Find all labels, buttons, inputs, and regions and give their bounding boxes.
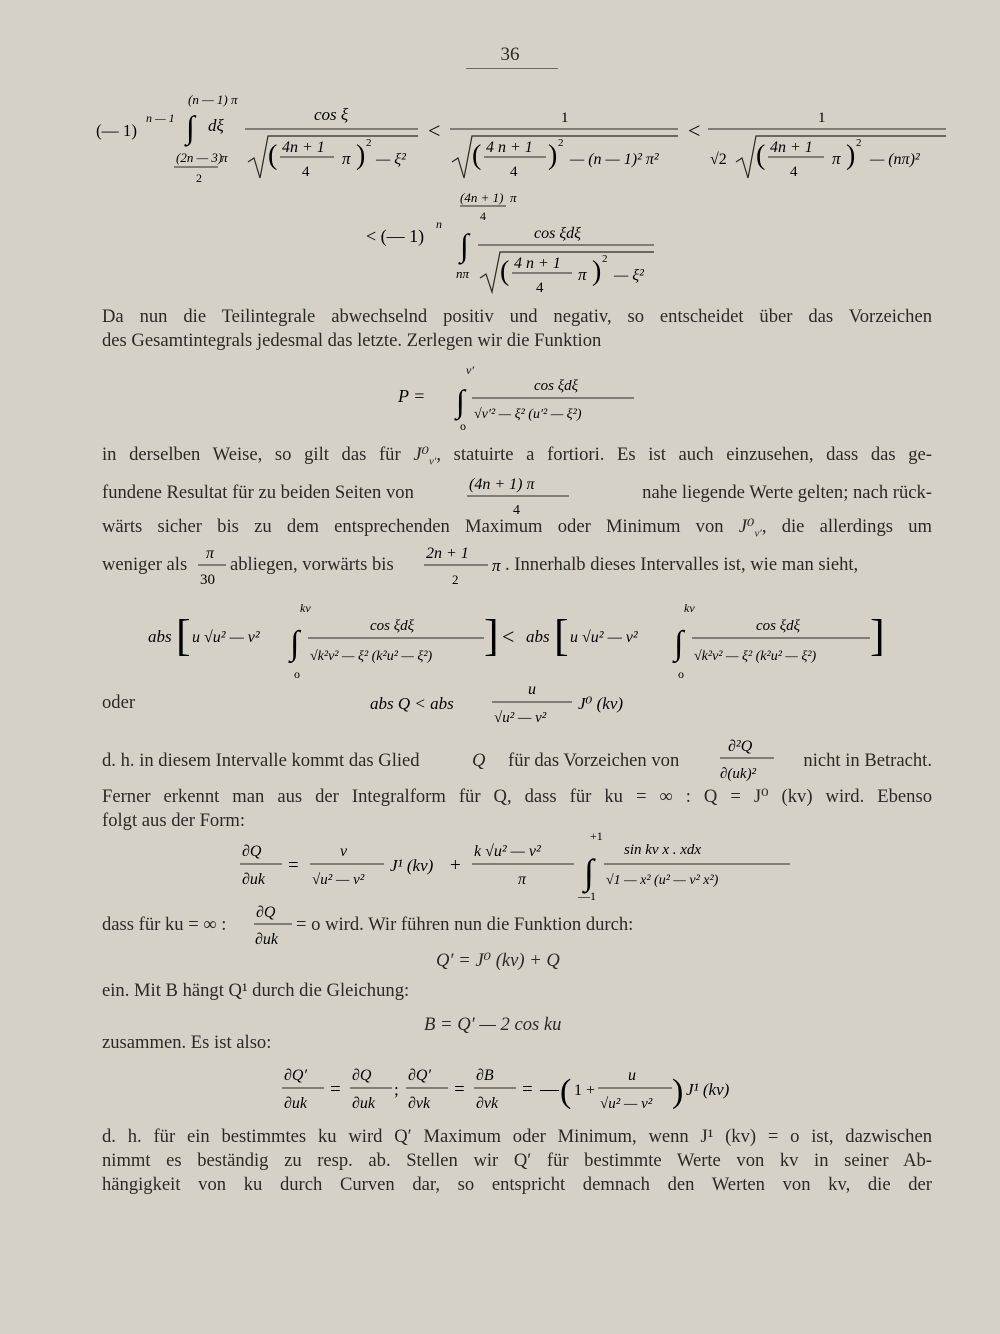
paragraph-1-line-2: des Gesamtintegrals jedesmal das letzte. Zerlegen wir die Funktion	[102, 330, 602, 351]
abs-denominator-2: √k²v² — ξ² (k²u² — ξ²)	[694, 649, 817, 664]
abs-label-2: abs	[526, 627, 550, 646]
integral-lower-denominator: 2	[196, 171, 202, 185]
absQ-J0kv: J⁰ (kv)	[578, 694, 624, 713]
p3-line1-b: für das Vorzeichen von	[508, 750, 680, 771]
paragraph-5-line-3: hängigkeit von ku durch Curven dar, so entspricht demnach den Werten von kv, die der	[102, 1174, 932, 1195]
square-exp-3: 2	[856, 137, 862, 149]
page-number: 36	[500, 44, 520, 65]
frac-4n1-num-4: 4 n + 1	[514, 255, 561, 272]
d-Q-den: ∂uk	[352, 1095, 376, 1112]
bracket-close-1: ]	[484, 611, 499, 660]
equation-derivatives	[278, 1058, 778, 1122]
frac-pi30	[196, 540, 232, 596]
d2Q-num: ∂²Q	[728, 738, 753, 755]
p4-line1-b: = o wird. Wir führen nun die Funktion durch:	[296, 914, 634, 935]
sign-exponent-2: n	[436, 217, 442, 231]
eq-dQ-num: ∂Q	[242, 843, 262, 860]
integral-upper-pi-2: π	[510, 190, 517, 205]
abs-inequality	[140, 598, 940, 682]
p3-Q: Q	[472, 750, 486, 771]
frac-4n1pi	[465, 470, 575, 520]
paragraph-1-line-1: Da nun die Teilintegrale abwechselnd positiv und negativ, so entscheidet über das Vorzeichen	[102, 306, 932, 327]
d-equals-2: =	[454, 1079, 465, 1100]
eq-ku-den: π	[518, 871, 527, 888]
minus-npi-squared: — (nπ)²	[870, 151, 920, 168]
paren-open-3: (	[756, 140, 766, 171]
d-one-plus: 1 +	[574, 1082, 596, 1099]
integral-lower-pi: π	[221, 150, 228, 165]
inequality-chain-2	[360, 186, 680, 296]
frac-4n1-num-3: 4n + 1	[770, 139, 813, 156]
p2-line4-b: abliegen, vorwärts bis	[230, 554, 394, 575]
p2-line4-c: . Innerhalb dieses Intervalles ist, wie man sieht,	[505, 554, 859, 575]
differential: dξ	[208, 116, 224, 135]
P-integral-sign: ∫	[456, 383, 465, 419]
P-numerator: cos ξdξ	[534, 378, 579, 394]
frac-4n1-num: 4n + 1	[282, 139, 325, 156]
int-upper-kv-2: kv	[684, 601, 695, 615]
p2-text-c: wärts sicher bis zu dem entsprechenden Maximum oder Minimum von	[102, 516, 739, 537]
abs-numerator-1: cos ξdξ	[370, 618, 415, 634]
absQ-text: abs Q < abs	[370, 694, 454, 713]
paren-close-2: )	[548, 140, 558, 171]
eq-J1kv: J¹ (kv)	[390, 856, 434, 875]
p2-text-d: , die allerdings um	[761, 516, 932, 537]
d-B-den: ∂vk	[476, 1095, 499, 1112]
square-exp: 2	[366, 137, 372, 149]
d-u-den: √u² — v²	[600, 1096, 653, 1112]
eq-int-lower: —1	[578, 889, 596, 902]
p2-line4-a: weniger als	[102, 554, 188, 575]
frac-4n1-den: 4	[302, 164, 310, 180]
paren-close-4: )	[592, 256, 602, 287]
paren-close: )	[356, 140, 366, 171]
p-ein: ein. Mit B hängt Q¹ durch die Gleichung:	[102, 980, 410, 1001]
d-Qp-den-1: ∂uk	[284, 1095, 308, 1112]
J0-symbol: J⁰	[413, 444, 430, 465]
minus-xi-squared: — ξ²	[376, 151, 406, 168]
oder-label: oder	[102, 692, 136, 713]
page-number-rule	[466, 68, 558, 69]
u-sqrt-2: u √u² — v²	[570, 629, 638, 646]
inequality-chain-1	[90, 82, 950, 192]
J0-symbol-2: J⁰	[738, 516, 755, 537]
paren-open-4: (	[500, 256, 510, 287]
frac-4n1pi-num: (4n + 1) π	[469, 476, 535, 493]
int-lower-2: o	[678, 667, 684, 681]
d-equals-1: =	[330, 1079, 341, 1100]
p2-text-a: in derselben Weise, so gilt das für	[102, 444, 414, 465]
bracket-open-1: [	[176, 611, 191, 660]
P-upper-limit: v′	[466, 363, 474, 377]
sign-factor: (— 1)	[96, 121, 138, 140]
eq-equals: =	[288, 855, 299, 876]
minus-term-2: — (n — 1)² π²	[570, 151, 659, 168]
frac-d2Q	[716, 734, 780, 786]
p2-line2-a: fundene Resultat für zu beiden Seiten von	[102, 482, 414, 503]
frac-2n1	[422, 540, 514, 596]
paragraph-5-line-1: d. h. für ein bestimmtes ku wird Q′ Maximum oder Minimum, wenn J¹ (kv) = o ist, dazwischen	[102, 1126, 932, 1147]
d-semicolon: ;	[394, 1080, 399, 1099]
frac-4n1-den-3: 4	[790, 164, 798, 180]
frac-pi30-num: π	[206, 545, 215, 562]
integral-sign-abs-1: ∫	[290, 625, 300, 662]
J0-sub: v′	[429, 455, 437, 468]
abs-numerator-2: cos ξdξ	[756, 618, 801, 634]
pi-symbol-4: π	[578, 265, 587, 284]
eq-v-den: √u² — v²	[312, 872, 365, 888]
d-B-num: ∂B	[476, 1067, 494, 1084]
integral-upper-limit: (n — 1) π	[188, 92, 238, 107]
d-Qp-num-2: ∂Q′	[408, 1067, 431, 1084]
integral-upper-limit-2: (4n + 1)	[460, 190, 504, 205]
frac-dQ-duk-inline	[252, 900, 296, 950]
frac-4n1-den-2: 4	[510, 164, 518, 180]
bracket-close-2: ]	[870, 611, 885, 660]
P-denominator: √v′² — ξ² (u′² — ξ²)	[474, 407, 582, 422]
frac-4n1-num-2: 4 n + 1	[486, 139, 533, 156]
p3-line1-a: d. h. in diesem Intervalle kommt das Glied	[102, 750, 420, 771]
p2-line2-b: nahe liegende Werte gelten; nach rück-	[642, 482, 932, 503]
d-Qp-num-1: ∂Q′	[284, 1067, 307, 1084]
fraction2-numerator: 1	[561, 110, 569, 126]
integral-lower-limit-2: nπ	[456, 266, 470, 281]
d-Q-num: ∂Q	[352, 1067, 372, 1084]
sign-factor-2: < (— 1)	[366, 226, 425, 246]
d-u-num: u	[628, 1067, 636, 1084]
eq-ku-num: k √u² — v²	[474, 843, 541, 860]
P-lower-limit: o	[460, 419, 466, 432]
paren-close-3: )	[846, 140, 856, 171]
eq-sin-num: sin kv x . xdx	[624, 842, 702, 858]
d-paren-close: )	[672, 1073, 684, 1110]
fraction3-numerator: 1	[818, 110, 826, 126]
p4-line1-a: dass für ku = ∞ :	[102, 914, 227, 935]
frac-2n1-den: 2	[452, 572, 459, 587]
P-label: P =	[398, 386, 426, 406]
d2Q-den: ∂(uk)²	[720, 766, 757, 782]
eq-sin-den: √1 — x² (u² — v² x²)	[606, 873, 719, 888]
frac-4n1pi-den: 4	[513, 503, 520, 518]
frac-pi30-den: 30	[200, 572, 215, 588]
d-minus: —	[540, 1079, 559, 1100]
absQ-inequality	[368, 680, 648, 732]
integral-sign-abs-2: ∫	[674, 625, 684, 662]
frac-4n1-den-4: 4	[536, 280, 544, 296]
eq-dQ-den: ∂uk	[242, 871, 266, 888]
less-than-2: <	[688, 118, 701, 143]
fraction1-numerator: cos ξ	[314, 105, 349, 124]
d-J1kv: J¹ (kv)	[686, 1080, 730, 1099]
integral-sign-2: ∫	[460, 227, 469, 263]
equation-Qprime: Q′ = J⁰ (kv) + Q	[436, 950, 560, 971]
eq-v-num: v	[340, 843, 348, 860]
J0-sub-2: v′	[754, 527, 762, 540]
fraction-numerator-2: cos ξdξ	[534, 225, 582, 242]
inline-dQ-den: ∂uk	[255, 931, 279, 948]
pi-symbol: π	[342, 149, 351, 168]
frac-2n1-num: 2n + 1	[426, 545, 469, 562]
paren-open: (	[268, 140, 278, 171]
square-exp-4: 2	[602, 253, 608, 265]
eq-plus: +	[450, 855, 461, 876]
integral-lower-limit: (2n — 3)	[176, 150, 223, 165]
equation-dQ-duk	[236, 826, 796, 902]
frac-2n1-pi: π	[492, 556, 501, 575]
abs-label-1: abs	[148, 627, 172, 646]
paren-open-2: (	[472, 140, 482, 171]
u-sqrt-1: u √u² — v²	[192, 629, 260, 646]
bracket-open-2: [	[554, 611, 569, 660]
int-lower-1: o	[294, 667, 300, 681]
eq-int-upper: +1	[590, 829, 603, 843]
int-upper-kv-1: kv	[300, 601, 311, 615]
paragraph-5-line-2: nimmt es beständig zu resp. ab. Stellen wir Q′ für bestimmte Werte von kv in seiner Ab-	[102, 1150, 932, 1171]
integral-upper-den-2: 4	[480, 209, 486, 223]
sqrt-two: √2	[710, 151, 727, 168]
sign-exponent: n — 1	[146, 111, 175, 125]
abs-less-than: <	[502, 624, 515, 649]
p-zusammen: zusammen. Es ist also:	[102, 1032, 272, 1053]
square-exp-2: 2	[558, 137, 564, 149]
equation-B: B = Q′ — 2 cos ku	[424, 1014, 562, 1035]
pi-symbol-3: π	[832, 149, 841, 168]
integral-sign: ∫	[186, 109, 195, 145]
p3-line1-c: nicht in Betracht.	[803, 750, 932, 771]
absQ-denominator: √u² — v²	[494, 710, 547, 726]
inline-dQ-num: ∂Q	[256, 904, 276, 921]
p2-text-b: , statuirte a fortiori. Es ist auch einzusehen, dass das ge-	[436, 444, 932, 465]
paragraph-3-line-2: Ferner erkennt man aus der Integralform für Q, dass für ku = ∞ : Q = J⁰ (kv) wird. Ebenso	[102, 786, 932, 807]
abs-denominator-1: √k²v² — ξ² (k²u² — ξ²)	[310, 649, 433, 664]
minus-xi-squared-4: — ξ²	[614, 267, 644, 284]
equation-P	[398, 362, 638, 432]
d-equals-3: =	[522, 1079, 533, 1100]
d-paren-open: (	[560, 1073, 572, 1110]
absQ-numerator: u	[528, 681, 536, 698]
less-than-1: <	[428, 118, 441, 143]
eq-int-sign: ∫	[584, 852, 594, 892]
paragraph-3-line-3: folgt aus der Form:	[102, 810, 246, 831]
d-Qp-den-2: ∂vk	[408, 1095, 431, 1112]
